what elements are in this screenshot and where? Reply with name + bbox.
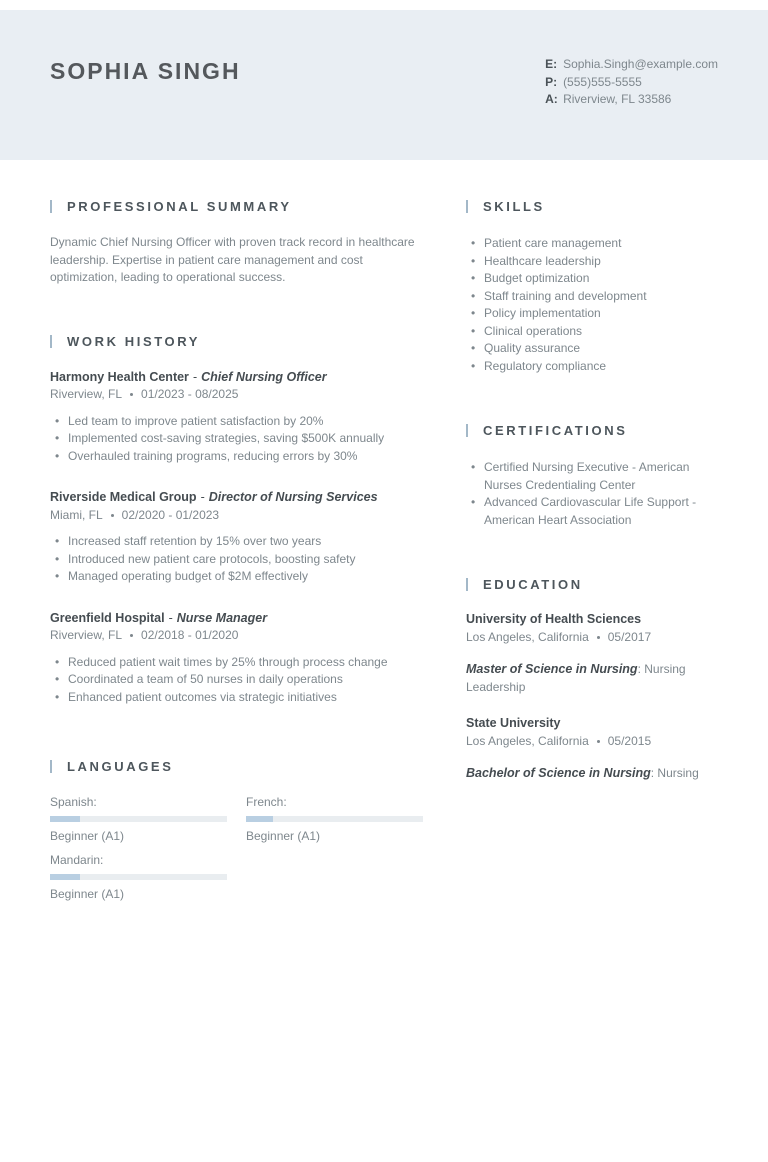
job-dates: 02/2020 - 01/2023 bbox=[121, 507, 220, 522]
section-title-text: PROFESSIONAL SUMMARY bbox=[67, 198, 292, 214]
school-meta bbox=[466, 733, 718, 751]
skill-item: • Patient care management bbox=[471, 235, 718, 253]
degree-name: Bachelor of Science in Nursing bbox=[466, 766, 651, 780]
skill-item: • Policy implementation bbox=[471, 305, 718, 323]
dot-separator-icon bbox=[111, 514, 114, 517]
education-entry bbox=[466, 611, 718, 696]
school-location: Los Angeles, California bbox=[466, 733, 589, 748]
work-history-title bbox=[50, 334, 423, 350]
job-location: Riverview, FL bbox=[50, 387, 123, 401]
contact-phone-row bbox=[545, 74, 718, 92]
dot-separator-icon bbox=[130, 393, 133, 396]
section-title-text: SKILLS bbox=[483, 198, 545, 214]
phone-value: (555)555-5555 bbox=[563, 74, 642, 89]
job-company: Riverside Medical Group bbox=[50, 490, 197, 504]
skill-item: • Healthcare leadership bbox=[471, 253, 718, 271]
email-label: E: bbox=[545, 57, 558, 71]
job-bullet: • Reduced patient wait times by 25% through process change bbox=[55, 654, 423, 672]
graduation-date: 05/2015 bbox=[607, 733, 652, 748]
education-title bbox=[466, 576, 718, 592]
school-name: University of Health Sciences bbox=[466, 612, 642, 626]
contact-address-row bbox=[545, 91, 718, 109]
job-meta bbox=[50, 386, 423, 404]
section-certifications bbox=[466, 422, 718, 529]
degree-name: Master of Science in Nursing bbox=[466, 662, 638, 676]
company-title-separator: - bbox=[168, 610, 173, 625]
certification-item: • Advanced Cardiovascular Life Support - American Heart Association bbox=[471, 494, 718, 529]
languages-grid bbox=[50, 795, 423, 902]
job-heading bbox=[50, 489, 423, 507]
school-location: Los Angeles, California bbox=[466, 629, 589, 644]
skills-list bbox=[471, 235, 718, 375]
job-bullet: • Managed operating budget of $2M effectively bbox=[55, 568, 423, 586]
job-company: Harmony Health Center bbox=[50, 369, 189, 384]
job-entry bbox=[50, 369, 423, 466]
certifications-list bbox=[471, 459, 718, 529]
section-accent-bar bbox=[50, 760, 52, 773]
section-accent-bar bbox=[466, 200, 468, 213]
language-item bbox=[50, 795, 227, 844]
section-skills bbox=[466, 198, 718, 375]
certifications-title bbox=[466, 422, 718, 438]
language-level-label: Beginner (A1) bbox=[246, 829, 321, 843]
skills-title bbox=[466, 198, 718, 214]
summary-paragraph: Dynamic Chief Nursing Officer with proven track record in healthcare leadership. Expertise in patient care management and cost optimization, leading to operational success. bbox=[50, 235, 415, 284]
job-bullet: • Increased staff retention by 15% over two years bbox=[55, 533, 423, 551]
graduation-date: 05/2017 bbox=[607, 629, 652, 644]
job-entry bbox=[50, 610, 423, 707]
degree-line bbox=[466, 661, 718, 696]
phone-label: P: bbox=[545, 74, 558, 89]
address-label: A: bbox=[545, 92, 558, 106]
address-value: Riverview, FL 33586 bbox=[563, 92, 672, 106]
job-company: Greenfield Hospital bbox=[50, 610, 165, 625]
language-name: Mandarin: bbox=[50, 853, 104, 867]
contact-block bbox=[545, 56, 718, 109]
language-level-fill bbox=[50, 816, 80, 822]
dot-separator-icon bbox=[597, 740, 600, 743]
job-title: Director of Nursing Services bbox=[208, 490, 378, 504]
dot-separator-icon bbox=[130, 634, 133, 637]
resume-body bbox=[0, 198, 768, 902]
section-accent-bar bbox=[466, 578, 468, 591]
resume-page bbox=[0, 10, 768, 1162]
language-item bbox=[50, 853, 227, 902]
professional-summary-title bbox=[50, 198, 423, 214]
dot-separator-icon bbox=[597, 636, 600, 639]
company-title-separator: - bbox=[192, 369, 198, 384]
school-name: State University bbox=[466, 716, 561, 730]
job-bullet: • Overhauled training programs, reducing errors by 30% bbox=[55, 448, 423, 466]
language-level-label: Beginner (A1) bbox=[50, 829, 125, 843]
job-bullet: • Enhanced patient outcomes via strategic initiatives bbox=[55, 689, 423, 707]
degree-line bbox=[466, 765, 718, 783]
skill-item: • Quality assurance bbox=[471, 340, 718, 358]
job-dates: 01/2023 - 08/2025 bbox=[141, 387, 239, 401]
company-title-separator: - bbox=[200, 490, 205, 504]
job-bullet: • Introduced new patient care protocols, boosting safety bbox=[55, 551, 423, 569]
right-column bbox=[466, 198, 718, 902]
skill-item: • Budget optimization bbox=[471, 270, 718, 288]
section-title-text: LANGUAGES bbox=[67, 758, 174, 774]
job-heading bbox=[50, 610, 423, 628]
language-level-bar bbox=[50, 874, 227, 880]
section-title-text: EDUCATION bbox=[483, 576, 583, 592]
section-accent-bar bbox=[50, 200, 52, 213]
job-location: Miami, FL bbox=[50, 507, 103, 522]
language-item bbox=[246, 795, 423, 844]
section-title-text: WORK HISTORY bbox=[67, 334, 201, 349]
language-name: Spanish: bbox=[50, 795, 97, 809]
section-accent-bar bbox=[50, 335, 52, 348]
job-location: Riverview, FL bbox=[50, 628, 123, 642]
section-education bbox=[466, 576, 718, 783]
language-level-label: Beginner (A1) bbox=[50, 887, 125, 901]
section-professional-summary bbox=[50, 198, 423, 287]
job-dates: 02/2018 - 01/2020 bbox=[141, 628, 239, 642]
email-value: Sophia.Singh@example.com bbox=[563, 57, 718, 71]
language-name: French: bbox=[246, 795, 287, 809]
skill-item: • Staff training and development bbox=[471, 288, 718, 306]
certification-item: • Certified Nursing Executive - American Nurses Credentialing Center bbox=[471, 459, 718, 494]
section-accent-bar bbox=[466, 424, 468, 437]
section-languages bbox=[50, 758, 423, 902]
section-work-history bbox=[50, 334, 423, 707]
language-level-bar bbox=[50, 816, 227, 822]
languages-title bbox=[50, 758, 423, 774]
job-title: Chief Nursing Officer bbox=[201, 369, 327, 384]
job-bullet: • Led team to improve patient satisfaction by 20% bbox=[55, 413, 423, 431]
job-meta bbox=[50, 627, 423, 645]
candidate-name: SOPHIA SINGH bbox=[50, 58, 241, 84]
job-entry bbox=[50, 489, 423, 586]
job-bullet-list bbox=[55, 533, 423, 586]
degree-detail: : Nursing Leadership bbox=[466, 662, 686, 694]
skill-item: • Regulatory compliance bbox=[471, 358, 718, 376]
job-title: Nurse Manager bbox=[176, 610, 268, 625]
contact-email-row bbox=[545, 56, 718, 74]
language-level-bar bbox=[246, 816, 423, 822]
language-level-fill bbox=[246, 816, 273, 822]
school-meta bbox=[466, 629, 718, 647]
left-column bbox=[50, 198, 423, 902]
job-bullet-list bbox=[55, 654, 423, 707]
section-title-text: CERTIFICATIONS bbox=[483, 422, 628, 438]
education-entry bbox=[466, 715, 718, 783]
job-heading bbox=[50, 369, 423, 387]
skill-item: • Clinical operations bbox=[471, 323, 718, 341]
job-bullet: • Coordinated a team of 50 nurses in daily operations bbox=[55, 671, 423, 689]
language-level-fill bbox=[50, 874, 80, 880]
header-band bbox=[0, 10, 768, 160]
job-bullet-list bbox=[55, 413, 423, 466]
job-meta bbox=[50, 507, 423, 525]
job-bullet: • Implemented cost-saving strategies, saving $500K annually bbox=[55, 430, 423, 448]
degree-detail: : Nursing bbox=[650, 766, 699, 780]
